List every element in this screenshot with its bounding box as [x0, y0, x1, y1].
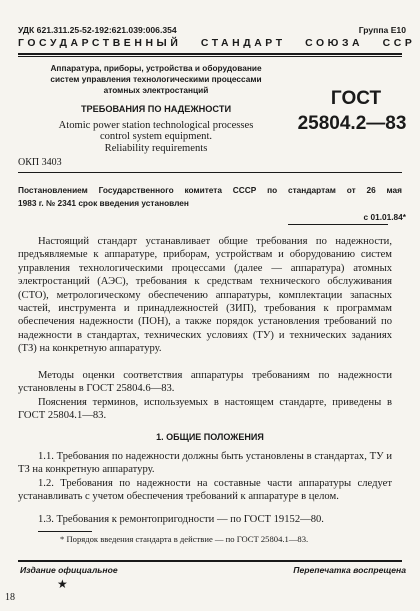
footnote-rule	[38, 531, 92, 532]
page-number: 18	[5, 592, 15, 603]
en-title-line: Atomic power station technological processes	[58, 120, 254, 131]
footer-rule	[18, 560, 402, 562]
ru-title	[20, 63, 292, 97]
official-edition: Издание официальное	[20, 565, 118, 575]
ru-title-line: атомных электростанций	[103, 85, 209, 96]
udk-code: УДК 621.311.25-52-192:621.039:006.354	[18, 25, 177, 35]
section-item-1-3: 1.3. Требования к ремонтопригодности — по ГОСТ 19152—80.	[38, 514, 324, 525]
header-rule-top	[18, 53, 402, 55]
gost-label: ГОСТ	[330, 88, 382, 109]
reprint-prohibited: Перепечатка воспрещена	[293, 565, 406, 575]
footnote: * Порядок введения стандарта в действие — по ГОСТ 25804.1—83.	[60, 534, 309, 544]
okp-code: ОКП 3403	[18, 157, 62, 168]
ru-subtitle: ТРЕБОВАНИЯ ПО НАДЕЖНОСТИ	[80, 104, 232, 114]
ru-title-line: систем управления технологическими процессами	[50, 74, 262, 85]
section-item-1-1: 1.1. Требования по надежности должны быть установлены в стандартах, ТУ и ТЗ на конкретную аппаратуру.	[18, 451, 392, 476]
effective-date: с 01.01.84*	[363, 212, 406, 222]
section-item-1-2: 1.2. Требования по надежности на составные части аппаратуры следует устанавливать с учетом обеспечения требований к аппаратуре в целом.	[18, 478, 392, 503]
ru-title-line: Аппаратура, приборы, устройства и оборудование	[50, 63, 262, 73]
gost-number: 25804.2—83	[297, 113, 407, 134]
okp-rule	[18, 172, 402, 173]
decree-line-2: 1983 г. № 2341 срок введения установлен	[18, 197, 189, 208]
en-title	[20, 120, 292, 154]
section-heading: 1. ОБЩИЕ ПОЛОЖЕНИЯ	[156, 432, 264, 442]
methods-paragraph: Методы оценки соответствия аппаратуры требованиям по надежности установлены в ГОСТ 25804.6—83.	[18, 370, 392, 395]
standard-banner: ГОСУДАРСТВЕННЫЙ СТАНДАРТ СОЮЗА ССР	[18, 38, 416, 49]
en-title-line: control system equipment.	[99, 131, 213, 143]
intro-paragraph: Настоящий стандарт устанавливает общие требования по надежности, предъявляемые к аппаратуре, приборам, устройствам и оборудованию систем управления технологическими процессами (далее — аппаратура) атомных электростанций (АЭС), требования к средствам технического обслуживания (СТО), метрологическому обеспечению аппаратуры, комплектации запасных частей, инструмента и принадлежностей (ЗИП), требования к программам обеспечения надежности (ПОН), а также порядок установления требований по надежности в стандартах, технических условиях (ТУ) и технических заданиях (ТЗ) на конкретную аппаратуру.	[18, 236, 392, 355]
decree-line-1: Постановлением Государственного комитета СССР по стандартам от 26 мая	[18, 185, 402, 195]
group-label: Группа Е10	[358, 25, 406, 35]
effective-underline	[288, 224, 388, 225]
decree-text	[18, 184, 402, 209]
header-rule-bottom	[18, 56, 402, 57]
star-icon: ★	[57, 577, 68, 591]
terms-paragraph: Пояснения терминов, используемых в настоящем стандарте, приведены в ГОСТ 25804.1—83.	[18, 397, 392, 422]
en-title-line: Reliability requirements	[104, 142, 208, 154]
